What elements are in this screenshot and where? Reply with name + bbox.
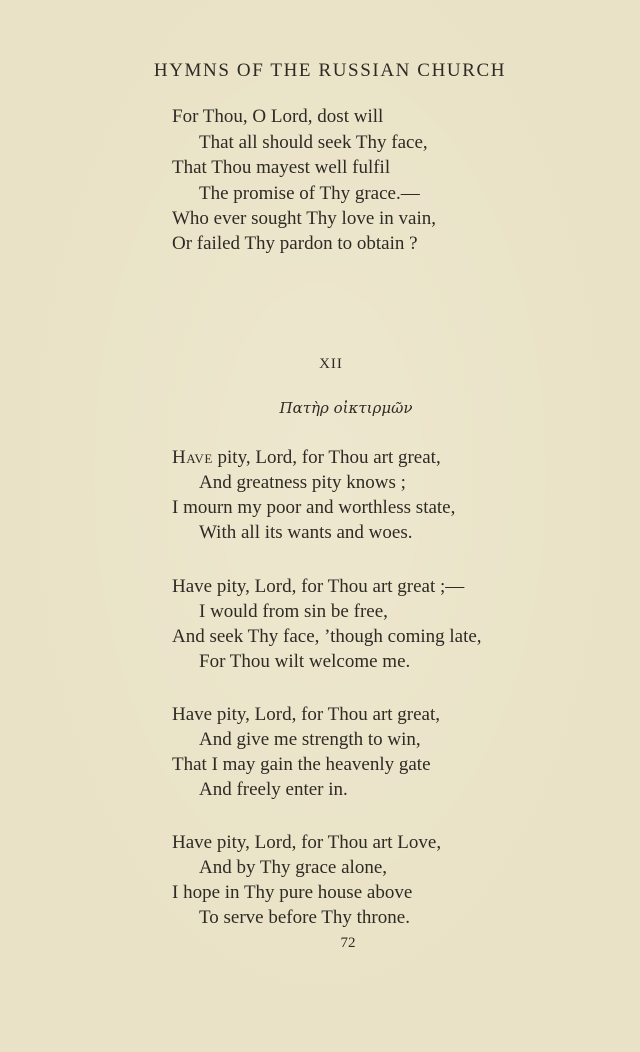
running-head: HYMNS OF THE RUSSIAN CHURCH	[153, 60, 507, 81]
drop-word: Have	[172, 447, 213, 468]
verse-line: The promise of Thy grace.—	[199, 183, 420, 204]
verse-line: Who ever sought Thy love in vain,	[172, 208, 437, 229]
verse-line: Have pity, Lord, for Thou art Love,	[172, 832, 442, 853]
verse-line: That I may gain the heavenly gate	[172, 754, 431, 775]
verse-line: I hope in Thy pure house above	[172, 882, 413, 903]
verse-line: And by Thy grace alone,	[199, 857, 388, 878]
verse-line: And freely enter in.	[199, 779, 348, 800]
verse-line	[172, 446, 441, 470]
verse-line: And greatness pity knows ;	[199, 472, 406, 493]
page-number: 72	[340, 935, 356, 951]
verse-line: I mourn my poor and worthless state,	[172, 497, 456, 518]
verse-line: Have pity, Lord, for Thou art great,	[172, 704, 441, 725]
hymn-number: XII	[319, 356, 343, 372]
verse-line: Or failed Thy pardon to obtain ?	[172, 233, 418, 254]
verse-line: And seek Thy face, ’though coming late,	[172, 626, 482, 647]
verse-line: With all its wants and woes.	[199, 522, 413, 543]
verse-line: That all should seek Thy face,	[199, 132, 428, 153]
verse-line: Have pity, Lord, for Thou art great ;—	[172, 576, 465, 597]
verse-line: That Thou mayest well fulfil	[172, 157, 391, 178]
verse-line: And give me strength to win,	[199, 729, 421, 750]
verse-line: I would from sin be free,	[199, 601, 388, 622]
hymn-greek-title: Πατὴρ οἰκτιρμῶν	[279, 399, 413, 417]
verse-line: For Thou wilt welcome me.	[199, 651, 411, 672]
verse-line-rest: pity, Lord, for Thou art great,	[212, 447, 441, 468]
verse-line: To serve before Thy throne.	[199, 907, 410, 928]
verse-line: For Thou, O Lord, dost will	[172, 106, 384, 127]
